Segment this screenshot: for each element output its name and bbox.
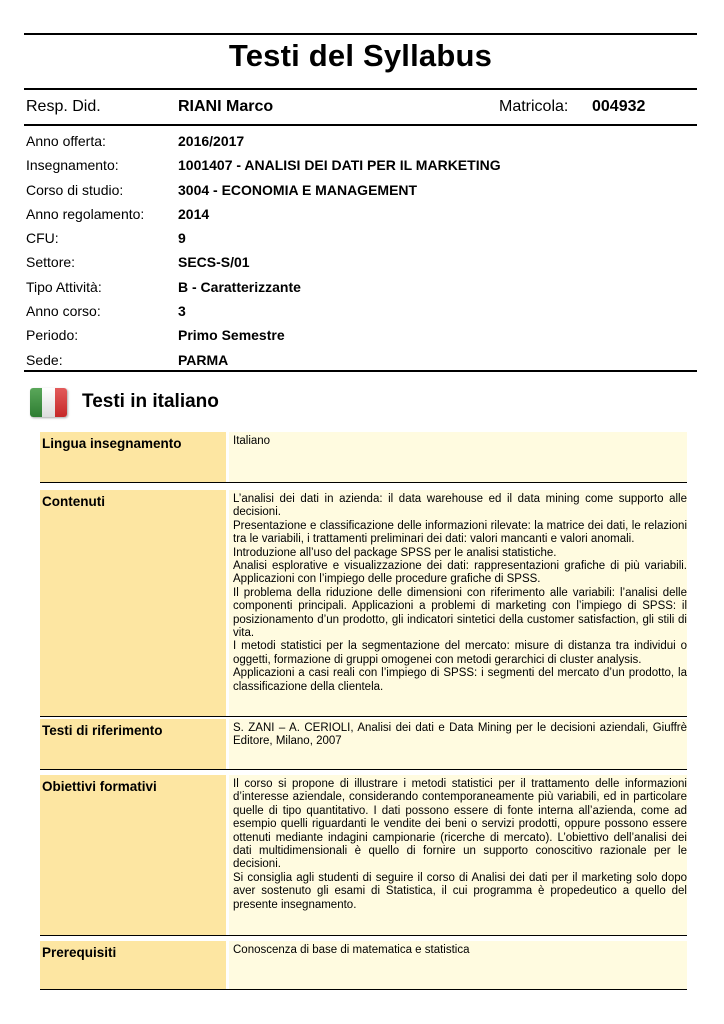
paragraph: Il problema della riduzione delle dimensioni con riferimento alle variabili: l’analisi delle componenti principali. Applicazioni a problemi di marketing con l’impiego di SPSS: il posizionamento d’un prodotto, gli indicatori sintetici della customer satisfaction, gli stili di vita. <box>233 586 687 640</box>
info-value: 9 <box>178 230 186 247</box>
info-label: Corso di studio: <box>26 181 124 198</box>
resp-did-value: RIANI Marco <box>178 98 274 115</box>
info-value: B - Caratterizzante <box>178 278 301 295</box>
section-label: Prerequisiti <box>40 941 226 989</box>
info-value: 3 <box>178 303 186 320</box>
paragraph: L’analisi dei dati in azienda: il data warehouse ed il data mining come supporto alle decisioni. <box>233 493 687 519</box>
info-row-settore <box>26 251 696 275</box>
info-label: Insegnamento: <box>26 157 119 174</box>
title-underline <box>24 88 697 90</box>
section-prerequisiti <box>40 941 687 990</box>
section-value <box>229 719 687 769</box>
info-row-cfu <box>26 227 696 251</box>
section-label: Contenuti <box>40 490 226 716</box>
paragraph: Si consiglia agli studenti di seguire il corso di Analisi dei dati per il marketing solo dopo aver sostenuto gli esami di Statistica, il cui programma è propedeutico a quello del presente insegnamento. <box>233 871 687 911</box>
course-info <box>26 130 696 373</box>
info-row-corso-di-studio <box>26 179 696 203</box>
section-lingua-insegnamento <box>40 432 687 483</box>
matricola-value: 004932 <box>592 98 646 115</box>
section-contenuti <box>40 490 687 717</box>
syllabus-sections <box>40 432 687 990</box>
section-label: Obiettivi formativi <box>40 775 226 935</box>
info-label: Anno regolamento: <box>26 205 145 222</box>
section-value <box>229 432 687 482</box>
section-value <box>229 775 687 935</box>
info-bottom-rule <box>24 370 697 372</box>
info-value: 2014 <box>178 205 210 222</box>
info-label: Periodo: <box>26 327 79 344</box>
paragraph: Il corso si propone di illustrare i metodi statistici per il trattamento delle informazioni d’interesse aziendale, considerando contemporaneamente più variabili, ed in particolare quelle di tipo quantitativo. I dati possono essere di fonte interna all’azienda, come ad esempio quelli riguardanti le vendite dei beni o servizi prodotti, oppure possono essere ottenuti mediante indagini campionarie (ricerche di mercato). L’obiettivo dell’analisi dei dati multidimensionali è quello di fornire un supporto conoscitivo razionale per le decisioni. <box>233 778 687 871</box>
info-label: Tipo Attività: <box>26 278 102 295</box>
section-value <box>229 941 687 989</box>
info-row-tipo-attivita <box>26 276 696 300</box>
info-label: Anno offerta: <box>26 133 106 149</box>
info-row-anno-regolamento <box>26 203 696 227</box>
header-divider <box>24 124 697 126</box>
italy-flag-icon <box>30 388 67 417</box>
info-value: 1001407 - ANALISI DEI DATI PER IL MARKETING <box>178 157 501 174</box>
section-testi-di-riferimento <box>40 719 687 770</box>
paragraph: Italiano <box>233 435 271 447</box>
section-label: Lingua insegnamento <box>40 432 226 482</box>
info-label: Anno corso: <box>26 303 101 320</box>
section-value <box>229 490 687 716</box>
info-row-insegnamento <box>26 154 696 178</box>
info-value: PARMA <box>178 351 229 368</box>
page-title: Testi del Syllabus <box>228 38 493 73</box>
info-row-periodo <box>26 324 696 348</box>
info-value: Primo Semestre <box>178 327 285 344</box>
info-value: SECS-S/01 <box>178 254 250 271</box>
paragraph: Applicazioni a casi reali con l’impiego di SPSS: i segmenti del mercato d’un prodotto, la classificazione della clientela. <box>233 667 687 693</box>
info-label: Sede: <box>26 351 63 368</box>
resp-did-label: Resp. Did. <box>26 98 101 115</box>
paragraph: Introduzione all’uso del package SPSS per le analisi statistiche. <box>233 546 557 559</box>
section-obiettivi-formativi <box>40 775 687 936</box>
info-label: CFU: <box>26 230 59 247</box>
info-row-anno-offerta <box>26 130 696 154</box>
paragraph: I metodi statistici per la segmentazione del mercato: misure di distanza tra individui o oggetti, formazione di gruppi omogenei con metodi gerarchici di cluster analysis. <box>233 640 687 666</box>
paragraph: Analisi esplorative e visualizzazione dei dati: rappresentazioni grafiche di più variabili. Applicazioni con l’impiego delle procedure grafiche di SPSS. <box>233 560 687 586</box>
paragraph: S. ZANI – A. CERIOLI, Analisi dei dati e Data Mining per le decisioni aziendali, Giuffrè Editore, Milano, 2007 <box>233 722 687 748</box>
section-label: Testi di riferimento <box>40 719 226 769</box>
info-value: 3004 - ECONOMIA E MANAGEMENT <box>178 181 418 198</box>
info-label: Settore: <box>26 254 76 271</box>
info-value: 2016/2017 <box>178 133 245 149</box>
section-title: Testi in italiano <box>82 391 219 412</box>
paragraph: Presentazione e classificazione delle informazioni rilevate: la matrice dei dati, le relazioni tra le variabili, i trattamenti preliminari dei dati: valori mancanti e valori anomali. <box>233 519 687 546</box>
top-rule <box>24 33 697 35</box>
paragraph: Conoscenza di base di matematica e statistica <box>233 944 470 956</box>
info-row-anno-corso <box>26 300 696 324</box>
matricola-label: Matricola: <box>499 98 569 115</box>
